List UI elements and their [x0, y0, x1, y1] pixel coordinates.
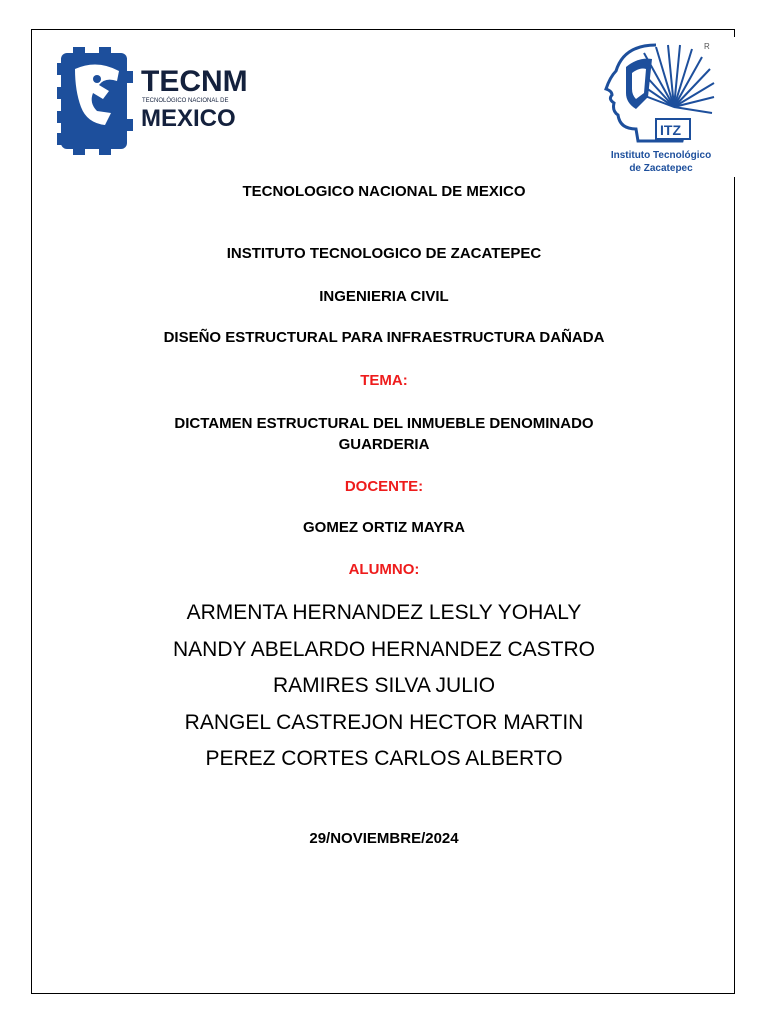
svg-text:ITZ: ITZ	[660, 122, 681, 138]
career-heading: INGENIERIA CIVIL	[319, 288, 449, 305]
student-name: ARMENTA HERNANDEZ LESLY YOHALY	[186, 601, 582, 624]
svg-text:Instituto Tecnológico: Instituto Tecnológico	[610, 150, 712, 161]
student-name: PEREZ CORTES CARLOS ALBERTO	[205, 747, 563, 770]
students-label: ALUMNO:	[348, 561, 420, 578]
topic-label: TEMA:	[360, 372, 408, 389]
student-name: RANGEL CASTREJON HECTOR MARTIN	[184, 711, 584, 734]
svg-text:de Zacatepec: de Zacatepec	[629, 163, 693, 174]
tecnm-logo	[53, 41, 248, 161]
topic-title	[100, 413, 668, 455]
date-line: 29/NOVIEMBRE/2024	[309, 830, 459, 847]
course-heading: DISEÑO ESTRUCTURAL PARA INFRAESTRUCTURA DAÑADA	[163, 329, 605, 346]
svg-text:TECNOLÓGICO NACIONAL DE: TECNOLÓGICO NACIONAL DE	[142, 98, 229, 104]
itz-emblem-icon	[586, 37, 736, 177]
svg-text:MEXICO: MEXICO	[141, 105, 236, 132]
teacher-label: DOCENTE:	[344, 478, 424, 495]
topic-title-line-2: GUARDERIA	[338, 436, 430, 453]
topic-title-line-1: DICTAMEN ESTRUCTURAL DEL INMUEBLE DENOMINADO	[174, 415, 594, 432]
student-name: NANDY ABELARDO HERNANDEZ CASTRO	[172, 638, 596, 661]
svg-text:TECNM: TECNM	[141, 65, 248, 98]
svg-text:R: R	[704, 42, 710, 51]
institution-heading: TECNOLOGICO NACIONAL DE MEXICO	[242, 183, 526, 200]
tecnm-emblem-icon	[53, 41, 248, 161]
student-name: RAMIRES SILVA JULIO	[272, 674, 496, 697]
teacher-name: GOMEZ ORTIZ MAYRA	[303, 519, 465, 536]
campus-heading: INSTITUTO TECNOLOGICO DE ZACATEPEC	[226, 245, 542, 262]
itz-logo	[586, 37, 736, 177]
